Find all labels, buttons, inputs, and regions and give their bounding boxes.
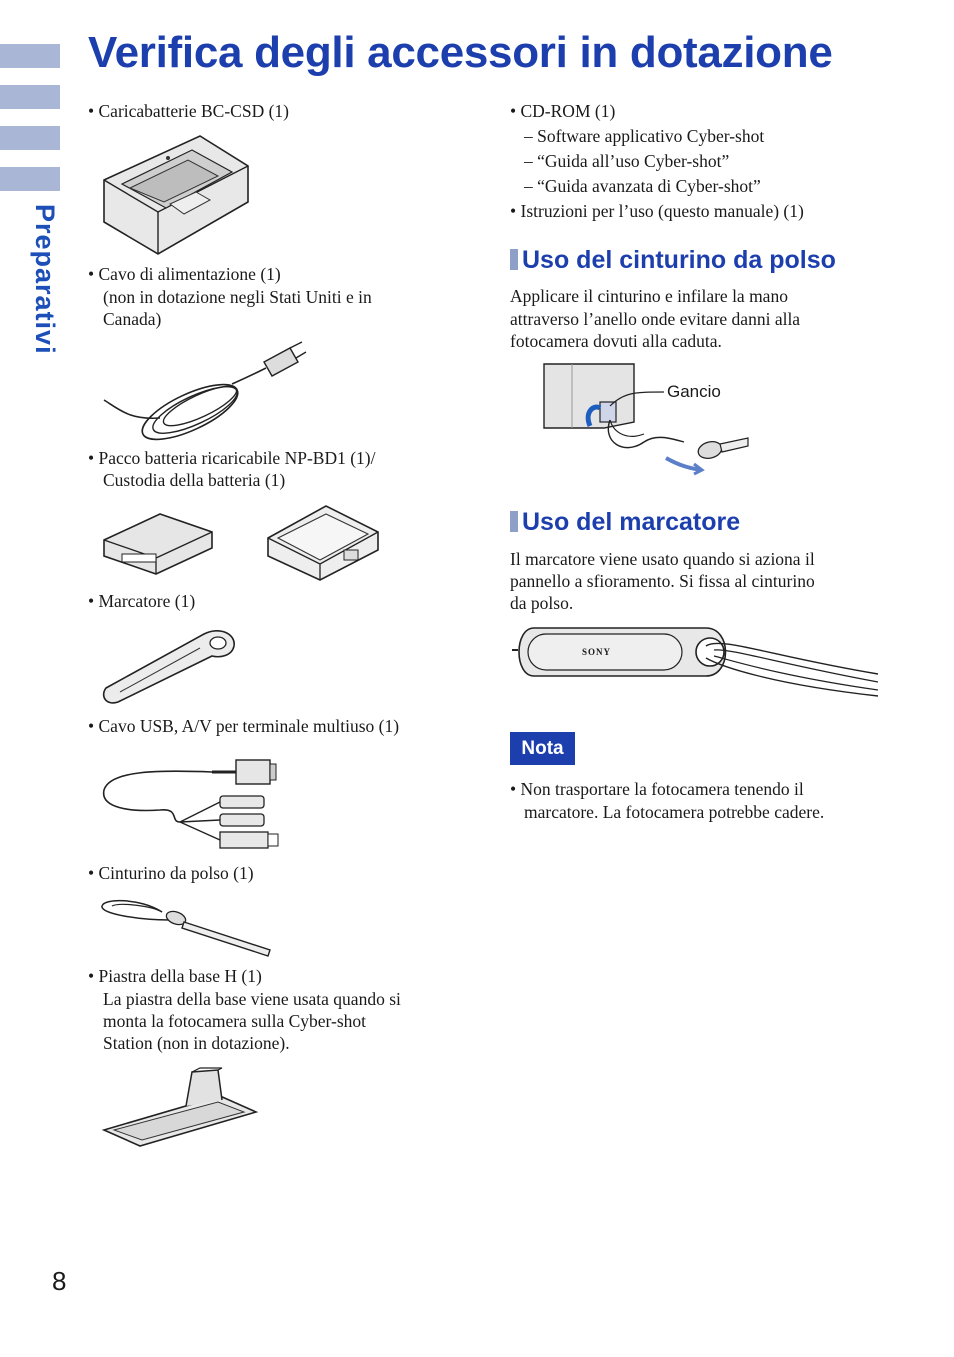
heading-marker: Uso del marcatore bbox=[510, 508, 740, 537]
cdrom-guide-advanced: – “Guida avanzata di Cyber-shot” bbox=[524, 176, 761, 196]
cdrom-software: – Software applicativo Cyber-shot bbox=[524, 126, 765, 146]
marker-text-2: pannello a sfioramento. Si fissa al cinturino bbox=[510, 571, 815, 591]
item-wrist-strap: • Cinturino da polso (1) bbox=[88, 863, 254, 883]
marker-strap-illustration bbox=[510, 626, 880, 706]
strap-text-3: fotocamera dovuti alla caduta. bbox=[510, 331, 722, 351]
strap-text-1: Applicare il cinturino e infilare la mano bbox=[510, 286, 788, 306]
item-battery: • Pacco batteria ricaricabile NP-BD1 (1)/ bbox=[88, 448, 376, 468]
item-base-plate-desc1: La piastra della base viene usata quando si bbox=[103, 989, 401, 1009]
battery-case-illustration bbox=[264, 502, 382, 582]
heading-marker-bar bbox=[510, 249, 518, 270]
item-manual: • Istruzioni per l’uso (questo manuale) (1) bbox=[510, 201, 804, 221]
strap-hook-callout: Gancio bbox=[667, 382, 721, 401]
item-base-plate-desc2: monta la fotocamera sulla Cyber-shot bbox=[103, 1011, 367, 1031]
side-label: Preparativi bbox=[30, 204, 60, 355]
heading-marker-bar bbox=[510, 511, 518, 532]
marker-illustration bbox=[100, 626, 240, 706]
battery-illustration bbox=[100, 508, 216, 576]
note-text-1: • Non trasportare la fotocamera tenendo il bbox=[510, 779, 804, 799]
side-tab-2 bbox=[0, 85, 60, 109]
item-marker: • Marcatore (1) bbox=[88, 591, 196, 611]
power-cord-illustration bbox=[100, 340, 310, 440]
item-battery-case: Custodia della batteria (1) bbox=[103, 470, 286, 490]
usb-av-cable-illustration bbox=[100, 750, 282, 858]
side-tab-3 bbox=[0, 126, 60, 150]
charger-illustration bbox=[100, 132, 250, 258]
page-number: 8 bbox=[52, 1266, 67, 1296]
item-power-cord-note2: Canada) bbox=[103, 309, 162, 329]
sony-logo: SONY bbox=[582, 647, 612, 657]
side-tab-4 bbox=[0, 167, 60, 191]
item-usb-av-cable: • Cavo USB, A/V per terminale multiuso (1) bbox=[88, 716, 400, 736]
marker-text-1: Il marcatore viene usato quando si aziona il bbox=[510, 549, 815, 569]
item-power-cord-note1: (non in dotazione negli Stati Uniti e in bbox=[103, 287, 372, 307]
strap-text-2: attraverso l’anello onde evitare danni alla bbox=[510, 309, 801, 329]
heading-strap: Uso del cinturino da polso bbox=[510, 246, 836, 275]
marker-text-3: da polso. bbox=[510, 593, 574, 613]
item-base-plate: • Piastra della base H (1) bbox=[88, 966, 262, 986]
cdrom-guide-basic: – “Guida all’uso Cyber-shot” bbox=[524, 151, 730, 171]
item-charger: • Caricabatterie BC-CSD (1) bbox=[88, 101, 290, 121]
page-title: Verifica degli accessori in dotazione bbox=[88, 28, 833, 77]
base-plate-illustration bbox=[100, 1066, 260, 1148]
strap-attach-illustration bbox=[544, 362, 750, 474]
item-cdrom: • CD-ROM (1) bbox=[510, 101, 616, 121]
item-base-plate-desc3: Station (non in dotazione). bbox=[103, 1033, 290, 1053]
item-power-cord: • Cavo di alimentazione (1) bbox=[88, 264, 281, 284]
side-tab-1 bbox=[0, 44, 60, 68]
wrist-strap-illustration bbox=[100, 896, 276, 960]
note-label: Nota bbox=[510, 732, 575, 765]
note-text-2: marcatore. La fotocamera potrebbe cadere. bbox=[524, 802, 825, 822]
